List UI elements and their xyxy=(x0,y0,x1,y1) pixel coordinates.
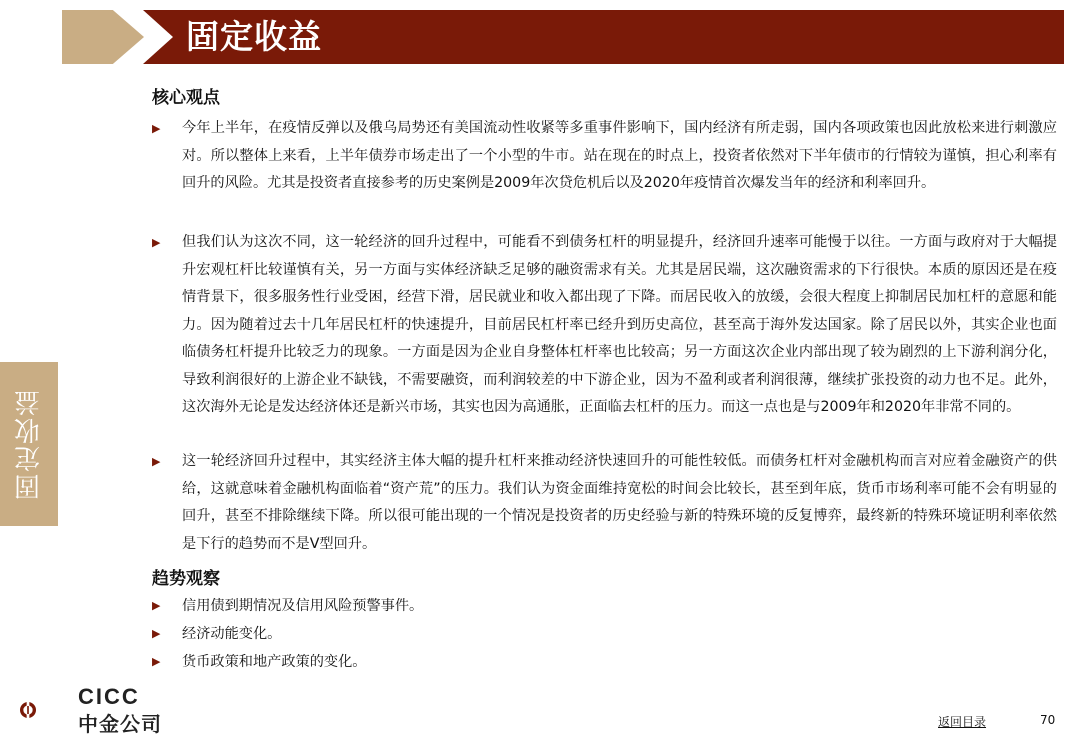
cicc-logo-icon xyxy=(18,680,78,740)
page-title: 固定收益 xyxy=(186,17,322,56)
triangle-bullet-icon: ▶ xyxy=(152,455,161,468)
header-chevron-decoration xyxy=(62,10,144,64)
triangle-bullet-icon: ▶ xyxy=(152,655,161,668)
triangle-bullet-icon: ▶ xyxy=(152,122,161,135)
side-section-tab xyxy=(0,362,58,526)
logo-text-cn: 中金公司 xyxy=(78,712,162,736)
triangle-bullet-icon: ▶ xyxy=(152,236,161,249)
bullet-text: 但我们认为这次不同，这一轮经济的回升过程中，可能看不到债务杠杆的明显提升，经济回升速率可能慢于以往。一方面与政府对于大幅提升宏观杠杆比较谨慎有关，另一方面与实体经济缺乏足够的融资需求有关。尤其是居民端，这次融资需求的下行很快。本质的原因还是在疫情背景下，很多服务性行业受困，经营下滑，居民就业和收入都出现了下降。而居民收入的放缓，会很大程度上抑制居民加杠杆的意愿和能力。因为随着过去十几年居民杠杆的快速提升，目前居民杠杆率已经升到历史高位，甚至高于海外发达国家。除了居民以外，其实企业也面临债务杠杆提升比较乏力的现象。一方面是因为企业自身整体杠杆率也比较高；另一方面这次企业内部出现了较为剧烈的上下游利润分化，导致利润很好的上游企业不缺钱，不需要融资，而利润较差的中下游企业，因为不盈利或者利润很薄，继续扩张投资的动力也不足。此外，这次海外无论是发达经济体还是新兴市场，其实也因为高通胀，正面临去杠杆的压力。而这一点也是与2009年和2020年非常不同的。 xyxy=(182,234,1057,415)
core-bullet-1 xyxy=(152,115,1057,198)
side-section-tab-label: 固定收益 xyxy=(14,388,45,500)
trend-item-text: 信用债到期情况及信用风险预警事件。 xyxy=(182,598,424,614)
core-viewpoint-heading: 核心观点 xyxy=(152,88,220,108)
page-number: 70 xyxy=(1040,713,1056,727)
trend-item-text: 货币政策和地产政策的变化。 xyxy=(182,654,367,670)
core-bullet-2 xyxy=(152,229,1057,422)
back-to-contents-link[interactable]: 返回目录 xyxy=(938,715,987,729)
triangle-bullet-icon: ▶ xyxy=(152,627,161,640)
trend-item xyxy=(152,620,752,648)
core-bullet-3 xyxy=(152,448,1057,558)
trend-item xyxy=(152,648,752,676)
trend-item xyxy=(152,592,752,620)
trend-item-text: 经济动能变化。 xyxy=(182,626,282,642)
triangle-bullet-icon: ▶ xyxy=(152,599,161,612)
logo-text-en: CICC xyxy=(78,684,140,709)
trend-observation-heading: 趋势观察 xyxy=(152,569,220,589)
bullet-text: 今年上半年，在疫情反弹以及俄乌局势还有美国流动性收紧等多重事件影响下，国内经济有所走弱，国内各项政策也因此放松来进行刺激应对。所以整体上来看，上半年债券市场走出了一个小型的牛市。站在现在的时点上，投资者依然对下半年债市的行情较为谨慎，担心利率有回升的风险。尤其是投资者直接参考的历史案例是2009年次贷危机后以及2020年疫情首次爆发当年的经济和利率回升。 xyxy=(182,120,1057,191)
bullet-text: 这一轮经济回升过程中，其实经济主体大幅的提升杠杆来推动经济快速回升的可能性较低。而债务杠杆对金融机构而言对应着金融资产的供给，这就意味着金融机构面临着“资产荒”的压力。我们认为资金面维持宽松的时间会比较长，甚至到年底，货币市场利率可能不会有明显的回升，甚至不排除继续下降。所以很可能出现的一个情况是投资者的历史经验与新的特殊环境的反复博弈，最终新的特殊环境证明利率依然是下行的趋势而不是V型回升。 xyxy=(182,453,1057,552)
